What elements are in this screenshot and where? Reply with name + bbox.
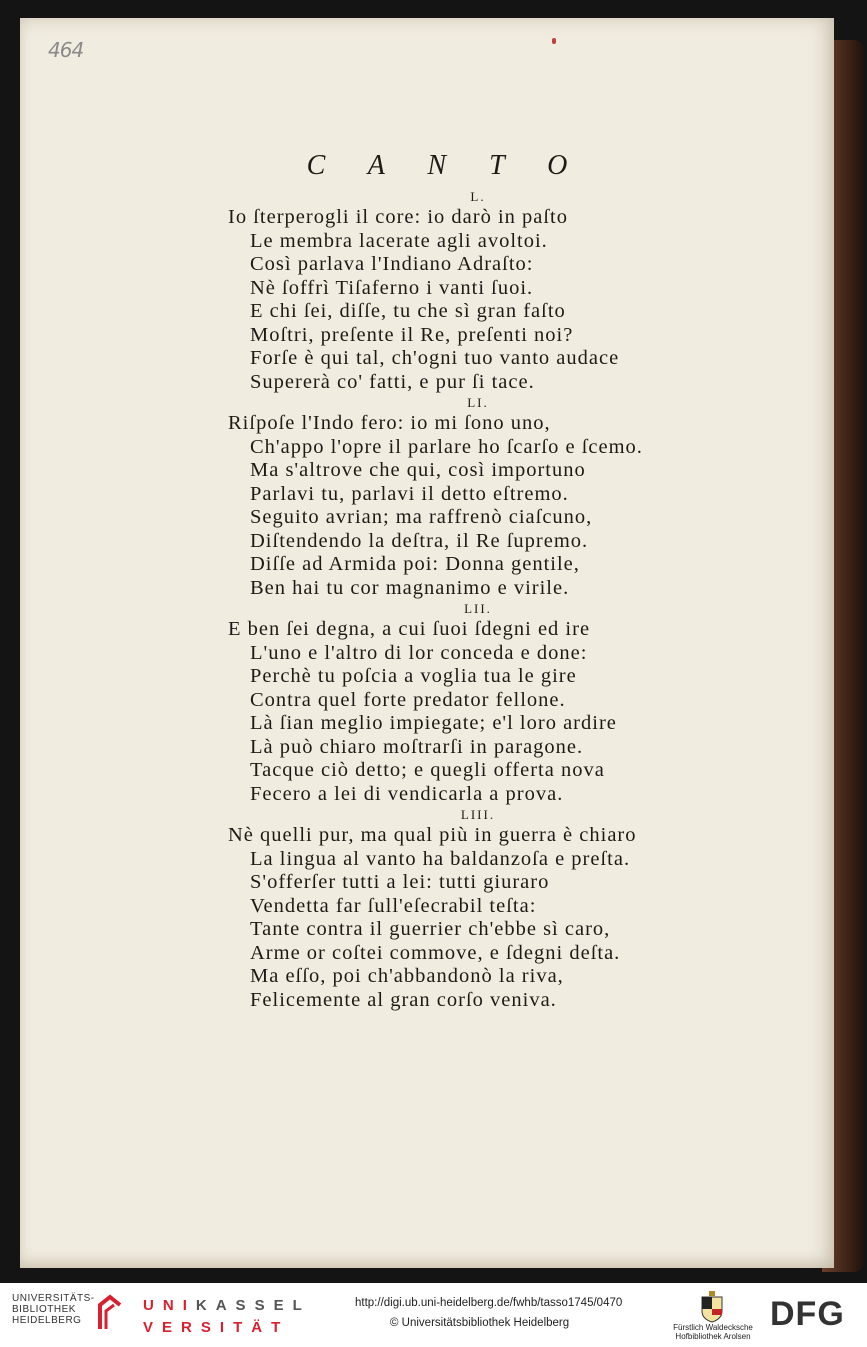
stanza-numeral: LIII. [460, 807, 496, 822]
verse-line: Felicemente al gran corſo veniva. [250, 988, 557, 1011]
verse-line: Là ſian meglio impiegate; e'l loro ardire [250, 712, 617, 734]
canto-heading: C A N T O [306, 150, 586, 181]
verse-line: Parlavi tu, parlavi il detto eſtremo. [250, 482, 569, 505]
verse-line: E chi ſei, diſſe, tu che sì gran faſto [250, 300, 566, 322]
verse-line: Forſe è qui tal, ch'ogni tuo vanto audace [250, 347, 620, 369]
heidelberg-logo-icon [96, 1293, 124, 1333]
verse-line: Moſtri, preſente il Re, preſenti noi? [250, 323, 574, 346]
verse-line: Nè ſoffrì Tiſaferno i vanti ſuoi. [250, 276, 534, 299]
verse-line: Vendetta far ſull'eſecrabil teſta: [250, 894, 537, 917]
verse-line: Supererà co' fatti, e pur ſi tace. [250, 370, 535, 393]
verse-line: Seguito avrian; ma raffrenò ciaſcuno, [250, 506, 593, 528]
verse-line: Nè quelli pur, ma qual più in guerra è chiaro [228, 824, 637, 846]
red-ink-mark [552, 38, 556, 44]
verse-line: Le membra lacerate agli avoltoi. [250, 229, 548, 252]
verse-line: Ma eſſo, poi ch'abbandonò la riva, [250, 965, 564, 987]
poem-text [228, 150, 788, 1012]
kassel-university-logo [143, 1295, 311, 1339]
verse-line: Ben hai tu cor magnanimo e virile. [250, 576, 570, 599]
verse-line: Fecero a lei di vendicarla a prova. [250, 782, 564, 805]
verse-line: E ben ſei degna, a cui ſuoi ſdegni ed ire [228, 618, 591, 640]
verse-line: La lingua al vanto ha baldanzoſa e preſta. [250, 847, 631, 870]
arolsen-crest-icon [700, 1291, 724, 1323]
verse-line: Là può chiaro moſtrarſi in paragone. [250, 735, 584, 758]
source-url-link[interactable]: http://digi.ub.uni-heidelberg.de/fwhb/tasso1745/0470 [355, 1297, 623, 1309]
verse-line: Tante contra il guerrier ch'ebbe sì caro, [250, 918, 611, 940]
verse-line: Diſſe ad Armida poi: Donna gentile, [250, 553, 580, 575]
kassel-logo-bottom-line: VERSITÄT [143, 1319, 290, 1336]
verse-line: Arme or coſtei commove, e ſdegni deſta. [250, 941, 621, 964]
verse-line: Io ſterperogli il core: io darò in paſto [228, 206, 569, 228]
verse-line: S'offerſer tutti a lei: tutti giuraro [250, 871, 550, 893]
arolsen-library-label: Fürstlich Waldecksche Hofbibliothek Arolsen [673, 1323, 753, 1341]
verse-line: Ma s'altrove che qui, così importuno [250, 459, 586, 481]
verse-line: Ch'appo l'opre il parlare ho ſcarſo e ſcemo. [250, 435, 643, 458]
verse-line: Contra quel forte predator fellone. [250, 688, 566, 711]
verse-line: Diſtendendo la deſtra, il Re ſupremo. [250, 529, 589, 552]
verse-line: Perchè tu poſcia a voglia tua le gire [250, 665, 577, 687]
dfg-logo: DFG [770, 1295, 845, 1333]
stanza-numeral: LII. [464, 601, 492, 616]
copyright-notice: © Universitätsbibliothek Heidelberg [390, 1317, 570, 1329]
kassel-logo-top-line: UNIKASSEL [143, 1297, 311, 1314]
stanza-numeral: LI. [467, 395, 489, 410]
verse-line: Riſpoſe l'Indo fero: io mi ſono uno, [228, 412, 551, 434]
verse-line: Così parlava l'Indiano Adraſto: [250, 253, 534, 275]
verse-line: L'uno e l'altro di lor conceda e done: [250, 641, 588, 664]
heidelberg-library-logo-text: UNIVERSITÄTS- BIBLIOTHEK HEIDELBERG [12, 1293, 95, 1326]
stanza-list [228, 188, 788, 1012]
digitization-footer [0, 1283, 867, 1347]
handwritten-page-number: 464 [48, 38, 84, 62]
stanza-numeral: L. [470, 189, 486, 204]
verse-line: Tacque ciò detto; e quegli offerta nova [250, 759, 605, 781]
